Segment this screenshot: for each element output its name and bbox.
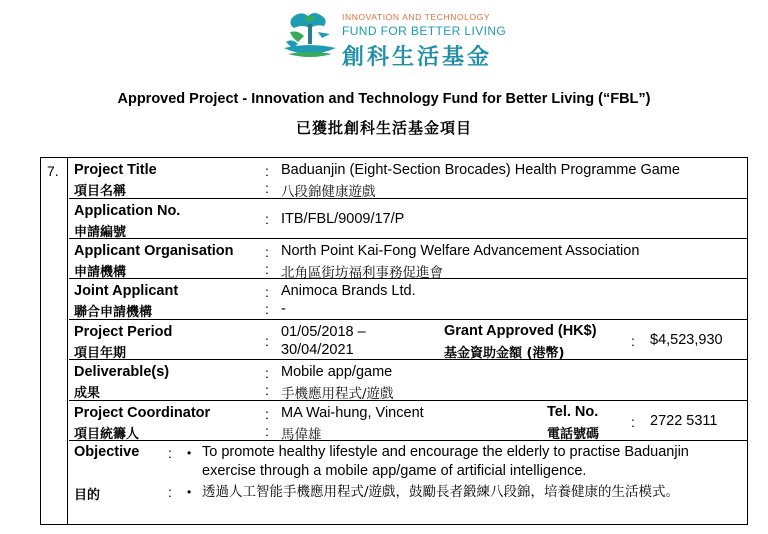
row-joint-applicant — [69, 279, 747, 320]
value-application-no: ITB/FBL/9009/17/P — [281, 211, 405, 227]
value-tel-no: 2722 5311 — [650, 413, 718, 429]
colon: : — [265, 333, 269, 349]
colon: : — [631, 333, 635, 349]
colon: : — [168, 445, 172, 461]
label-objective: Objective — [74, 444, 140, 460]
label-application-no: Application No. — [74, 203, 181, 219]
label-project-title: Project Title — [74, 162, 157, 178]
label-grant-approved: Grant Approved (HK$) — [444, 323, 597, 339]
project-number-cell — [41, 158, 68, 524]
colon: : — [265, 244, 269, 260]
value-applicant-organisation-zh: 北角區街坊福利事務促進會 — [281, 265, 443, 281]
colon: : — [265, 365, 269, 381]
label-deliverables-zh: 成果 — [74, 386, 101, 401]
label-project-coordinator: Project Coordinator — [74, 405, 211, 421]
value-project-title-zh: 八段錦健康遊戲 — [281, 184, 376, 200]
row-project-coordinator — [69, 401, 747, 441]
value-deliverables-zh: 手機應用程式/遊戲 — [281, 386, 394, 402]
colon: : — [265, 423, 269, 439]
label-project-period: Project Period — [74, 324, 173, 340]
label-applicant-organisation: Applicant Organisation — [74, 243, 234, 259]
label-applicant-organisation-zh: 申請機構 — [74, 265, 127, 280]
row-project-period — [69, 320, 747, 360]
logo-line-3: 創科生活基金 — [342, 45, 493, 70]
document-title: Approved Project - Innovation and Technology Fund for Better Living (“FBL”) — [117, 91, 651, 107]
bullet-icon: • — [187, 485, 192, 499]
value-deliverables: Mobile app/game — [281, 364, 393, 380]
colon: : — [265, 180, 269, 196]
logo-line-1: INNOVATION AND TECHNOLOGY — [342, 12, 491, 22]
colon: : — [265, 382, 269, 398]
colon: : — [168, 484, 172, 500]
row-application-no — [69, 199, 747, 239]
label-grant-approved-zh: 基金資助金額 (港幣) — [444, 346, 565, 361]
value-period-end: 30/04/2021 — [281, 342, 354, 358]
logo-line-2: FUND FOR BETTER LIVING — [342, 24, 507, 38]
label-project-title-zh: 項目名稱 — [74, 184, 127, 199]
label-project-coordinator-zh: 項目統籌人 — [74, 427, 140, 442]
colon: : — [265, 284, 269, 300]
label-tel-no-zh: 電話號碼 — [547, 427, 600, 442]
label-application-no-zh: 申請編號 — [74, 225, 127, 240]
fbl-logo — [282, 6, 512, 70]
value-grant-approved: $4,523,930 — [650, 332, 723, 348]
value-period-start: 01/05/2018 – — [281, 324, 366, 340]
value-project-title: Baduanjin (Eight-Section Brocades) Health Programme Game — [281, 162, 680, 178]
value-joint-applicant-zh: - — [281, 301, 286, 317]
colon: : — [265, 301, 269, 317]
colon: : — [265, 211, 269, 227]
label-tel-no: Tel. No. — [547, 404, 599, 420]
project-table — [40, 157, 748, 525]
label-joint-applicant-zh: 聯合申請機構 — [74, 305, 153, 320]
row-deliverables — [69, 360, 747, 401]
row-applicant-organisation — [69, 239, 747, 279]
row-objective — [69, 441, 747, 525]
colon: : — [265, 163, 269, 179]
label-project-period-zh: 項目年期 — [74, 346, 127, 361]
document-subtitle: 已獲批創科生活基金項目 — [295, 119, 472, 137]
colon: : — [265, 406, 269, 422]
value-project-coordinator-zh: 馬偉雄 — [281, 427, 322, 443]
project-number: 7. — [47, 163, 59, 179]
value-project-coordinator: MA Wai-hung, Vincent — [281, 405, 424, 421]
label-deliverables: Deliverable(s) — [74, 364, 170, 380]
label-objective-zh: 目的 — [74, 488, 101, 503]
value-objective: To promote healthy lifestyle and encourage the elderly to practise Baduanjin exercise through a mobile app/game of artificial intelligence. — [202, 444, 689, 479]
tree-island-icon — [282, 8, 338, 62]
value-joint-applicant: Animoca Brands Ltd. — [281, 283, 416, 299]
colon: : — [631, 414, 635, 430]
row-project-title — [69, 158, 747, 199]
label-joint-applicant: Joint Applicant — [74, 283, 179, 299]
colon: : — [265, 261, 269, 277]
bullet-icon: • — [187, 446, 192, 460]
value-objective-zh: 透過人工智能手機應用程式/遊戲，鼓勵長者鍛練八段錦，培養健康的生活模式。 — [202, 484, 680, 500]
value-applicant-organisation: North Point Kai-Fong Welfare Advancement Association — [281, 243, 640, 259]
